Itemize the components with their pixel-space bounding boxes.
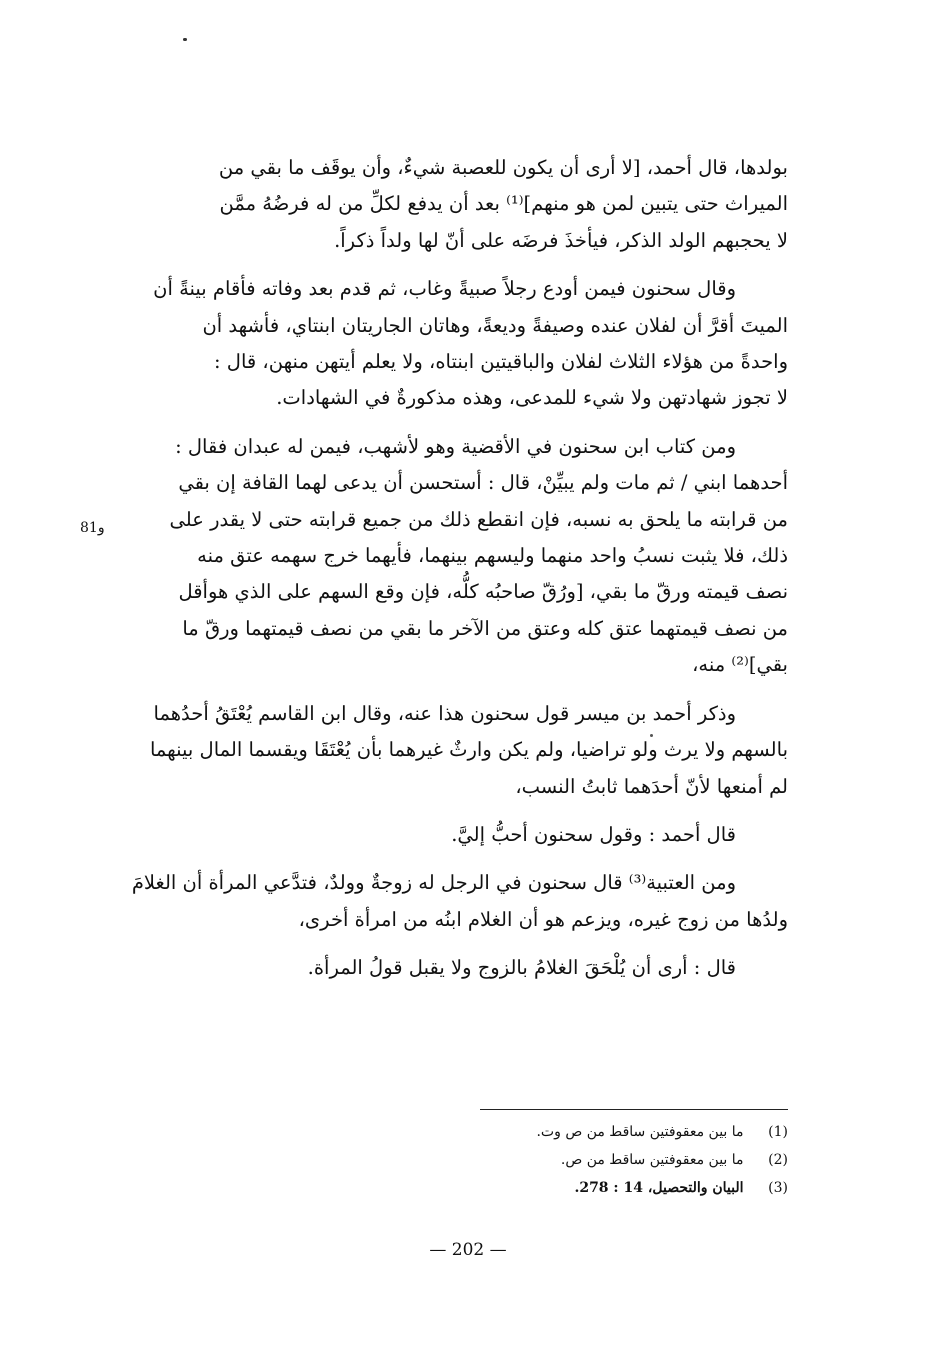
text-line: ذلك، فلا يثبت نسبُ واحد منهما وليسهم بينهما، فأيهما خرج سهمه عتق منه — [197, 544, 788, 568]
text-line: بولدها، قال أحمد، [لا أرى أن يكون للعصبة شيءٌ، وأن يوقَف ما بقي من — [218, 156, 788, 179]
footnote-text: البيان والتحصيل، 14 : 278. — [574, 1180, 744, 1196]
text-line: ولدُها من زوج غيره، ويزعم هو أن الغلام ابنُه من امرأة أخرى، — [298, 907, 788, 931]
text-line: لا يحجبهم الولد الذكر، فيأخذَ فرضَه على أنّ لها ولداً ذكراً. — [334, 228, 788, 252]
paragraph — [118, 150, 788, 259]
text-line: من قرابته ما يلحق به نسبه، فإن انقطع ذلك من جميع قرابته حتى لا يقدر على — [169, 507, 788, 531]
text-line: بالسهم ولا يرث ولو تراضيا، ولم يكن وارثٌ غيرهما بأن يُعْتَقَا ويقسما المال بينهما — [149, 738, 788, 762]
footnote-text: ما بين معقوفتين ساقط من ص وت. — [536, 1124, 744, 1140]
footnote-number: (1) — [768, 1124, 788, 1140]
text-line: نصف قيمته ورقّ ما بقي، [ورُقّ صاحبُه كلُّه، فإن وقع السهم على الذي هوأقل — [178, 580, 788, 604]
text-line: ومن العتبية⁽³⁾ قال سحنون في الرجل له زوجةٌ وولدٌ، فتدَّعي المرأة أن الغلامَ — [131, 871, 736, 895]
paragraph — [118, 696, 788, 805]
footnote — [420, 1118, 788, 1146]
scan-speck — [183, 38, 187, 41]
footnote — [420, 1174, 788, 1202]
text-line: بقي]⁽²⁾ منه، — [692, 653, 788, 677]
folio-margin-note: 81و — [80, 520, 105, 536]
footnotes — [420, 1118, 788, 1202]
text-line: الميراث حتى يتبين لمن هو منهم]⁽¹⁾ بعد أن يدفع لكلِّ من له فرضُهُ ممَّن — [219, 192, 788, 216]
paragraph — [118, 817, 788, 853]
paragraph — [118, 950, 788, 986]
text-line: واحدةً من هؤلاء الثلاث لفلان والباقيتين ابنتاه، ولا يعلم أيتهن منهن، قال : — [214, 350, 788, 374]
text-line: وقال سحنون فيمن أودع رجلاً صبيةً وغاب، ثم قدم بعد وفاته فأقام بينةً أن — [153, 277, 736, 301]
text-line: من نصف قيمتهما عتق كله وعتق من الآخر ما بقي من نصف قيمتهما ورقّ ما — [182, 616, 788, 640]
footnote-number: (3) — [768, 1180, 788, 1196]
footnote-text: ما بين معقوفتين ساقط من ص. — [560, 1152, 744, 1168]
text-line: أحدهما ابني / ثم مات ولم يبيِّنْ، قال : أستحسن أن يدعى لهما القافة إن بقي — [178, 471, 788, 495]
paragraph — [118, 865, 788, 938]
text-line: لم أمنعها لأنّ أحدَهما ثابتُ النسب، — [515, 774, 788, 798]
text-line: وذكر أحمد بن ميسر قول سحنون هذا عنه، وقال ابن القاسم يُعْتَقُ أحدُهما — [153, 701, 736, 725]
footnote-separator — [480, 1109, 788, 1110]
footnote — [420, 1146, 788, 1174]
footnote-number: (2) — [768, 1152, 788, 1168]
paragraph — [118, 271, 788, 417]
paragraph — [118, 429, 788, 684]
main-text — [118, 150, 788, 999]
text-line: قال : أرى أن يُلْحَقَ الغلامُ بالزوج ولا يقبل قولُ المرأة. — [307, 956, 736, 980]
text-line: الميتَ أقرَّ أن لفلان عنده وصيفةً وديعةً، وهاتان الجاريتان ابنتاي، فأشهد أن — [202, 313, 788, 337]
text-line: قال أحمد : وقول سحنون أحبُّ إليَّ. — [451, 822, 736, 846]
page-number: — 202 — — [429, 1240, 507, 1260]
text-line: ومن كتاب ابن سحنون في الأقضية وهو لأشهب، فيمن له عبدان فقال : — [175, 434, 736, 458]
text-line: لا تجوز شهادتهن ولا شيء للمدعى، وهذه مذكورةٌ في الشهادات. — [276, 386, 788, 410]
